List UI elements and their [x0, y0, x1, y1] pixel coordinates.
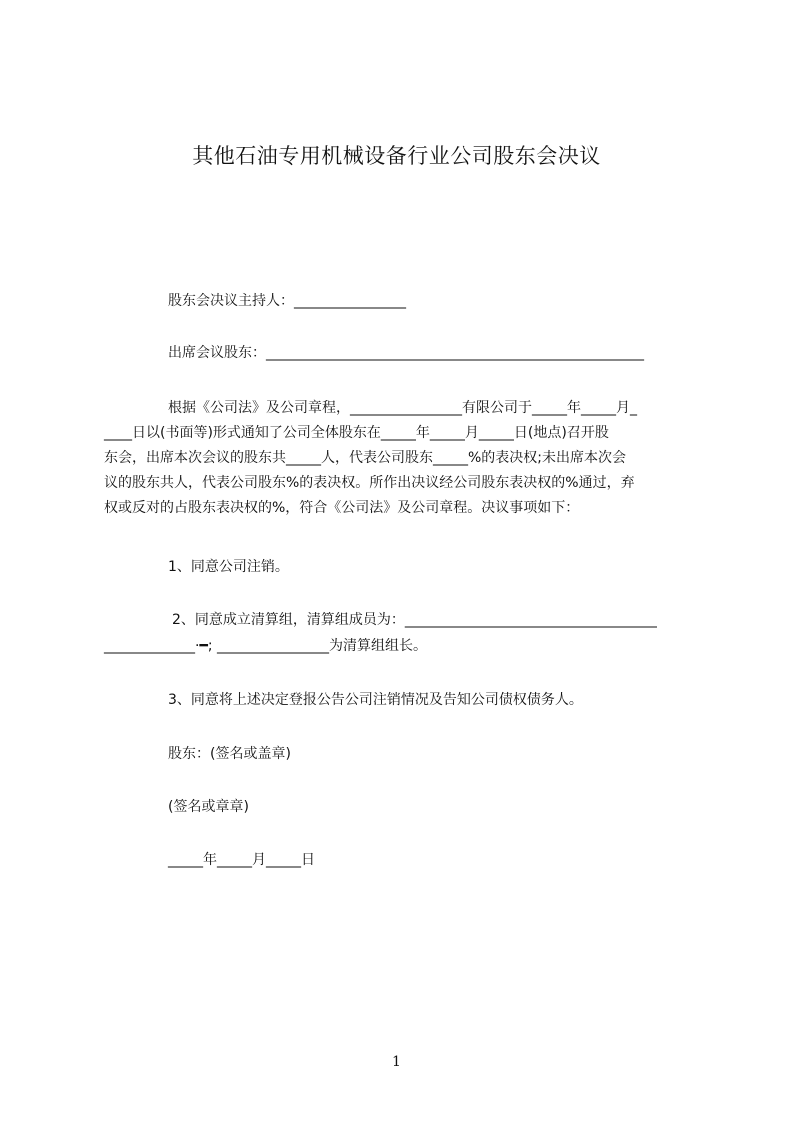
paragraph-line: 议的股东共人，代表公司股东%的表决权。所作出决议经公司股东表决权的%通过，弃: [104, 475, 635, 491]
resolution-item-1: 1、同意公司注销。: [168, 559, 289, 575]
host-line: 股东会决议主持人：________________: [168, 293, 406, 309]
document-title: 其他石油专用机械设备行业公司股东会决议: [192, 144, 601, 168]
paragraph-line: 根据《公司法》及公司章程，________________有限公司于_____年_____月_: [168, 400, 637, 416]
resolution-item-2-continued: _____________·━; ________________为清算组组长。: [104, 638, 428, 654]
resolution-item-2: 2、同意成立清算组，清算组成员为：____________________________________: [172, 612, 657, 628]
signature-note: (签名或章章): [168, 799, 249, 815]
resolution-item-3: 3、同意将上述决定登报公告公司注销情况及告知公司债权债务人。: [168, 692, 583, 708]
page-number: 1: [392, 1054, 401, 1070]
paragraph-line: 权或反对的占股东表决权的%，符合《公司法》及公司章程。决议事项如下：: [104, 500, 580, 516]
date-line: _____年_____月_____日: [168, 852, 315, 868]
attendees-line: 出席会议股东：______________________________________________________: [168, 345, 644, 361]
paragraph-line: 东会，出席本次会议的股东共_____人，代表公司股东_____%的表决权;未出席本次会: [104, 450, 627, 466]
paragraph-line: ____日以(书面等)形式通知了公司全体股东在_____年_____月_____日(地点)召开股: [104, 425, 609, 441]
shareholder-signature-label: 股东：(签名或盖章): [168, 746, 291, 762]
resolution-paragraph: [104, 396, 708, 521]
